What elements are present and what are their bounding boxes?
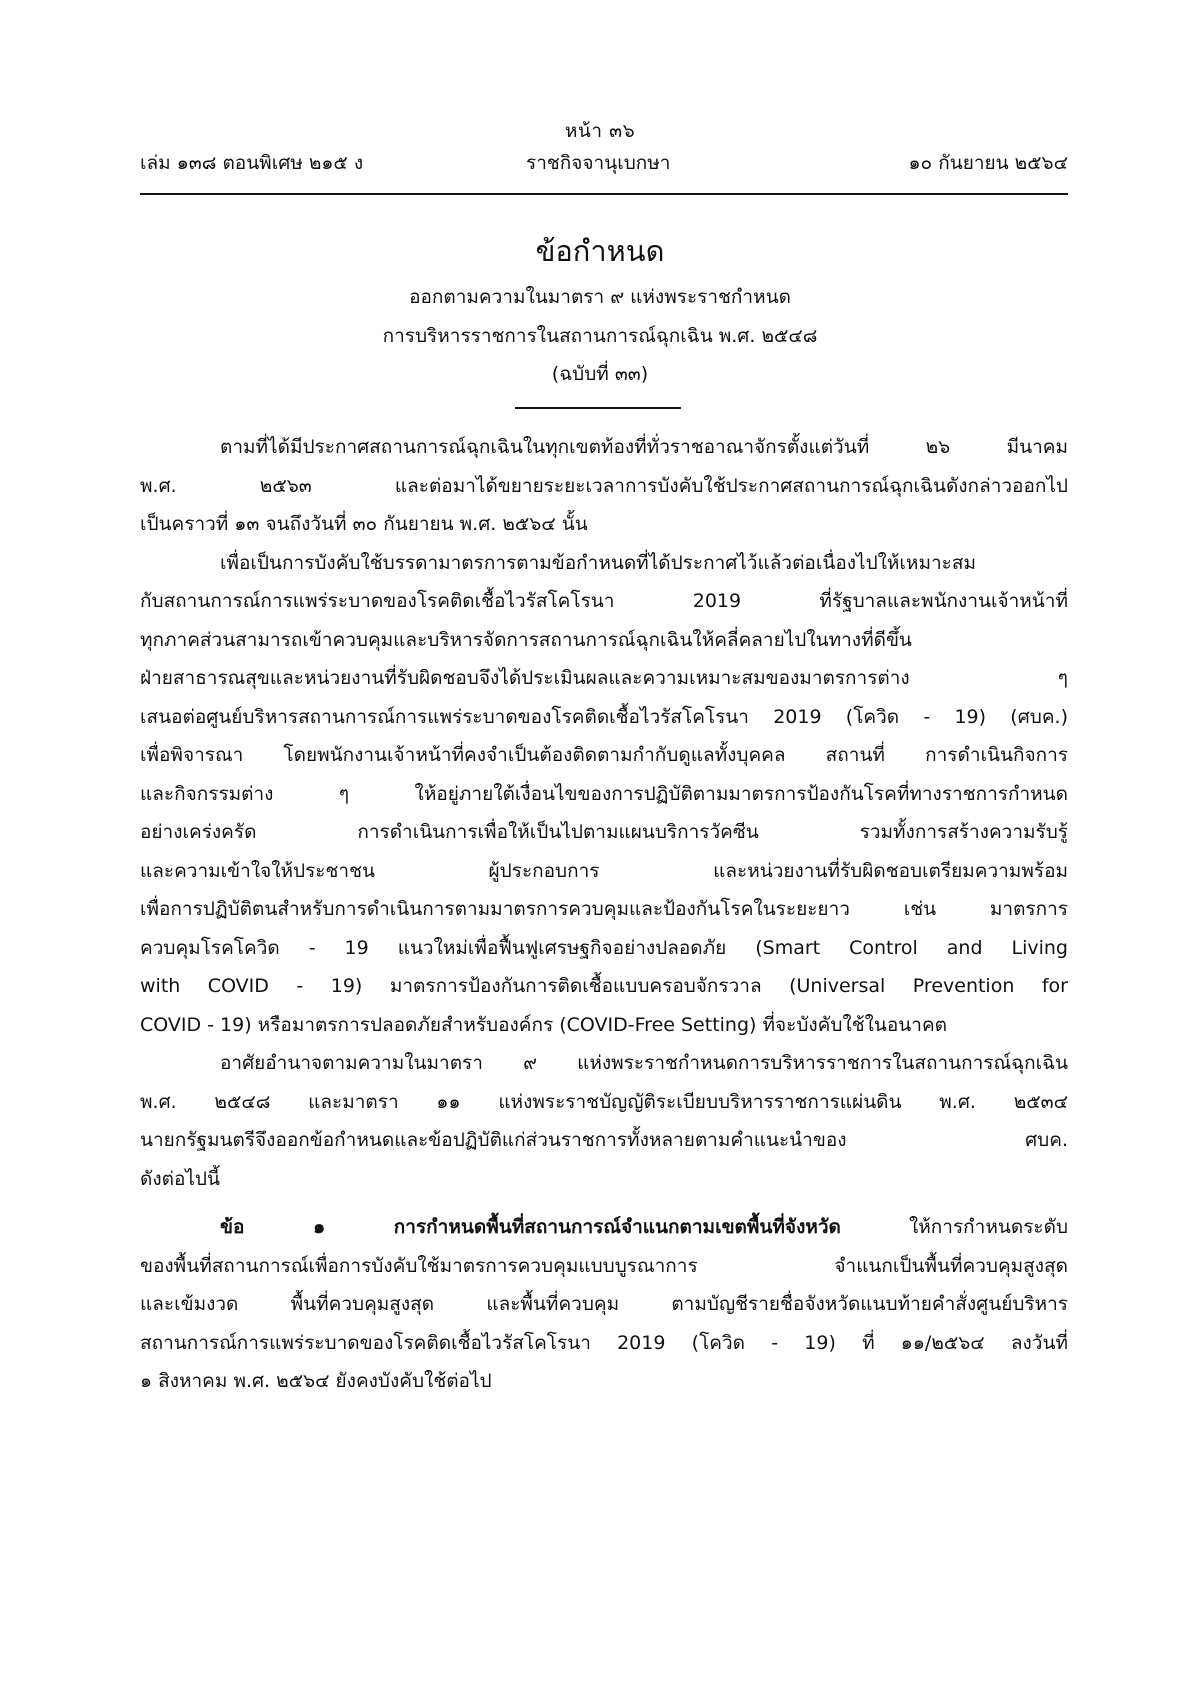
- document-title: ข้อกำหนด: [535, 234, 665, 268]
- text-line: ตามที่ได้มีประกาศสถานการณ์ฉุกเฉินในทุกเขตท้องที่ทั่วราชอาณาจักรตั้งแต่วันที่ ๒๖ มีนาคม: [220, 436, 1068, 458]
- header-divider: [140, 193, 1068, 195]
- text-line: ดังต่อไปนี้: [140, 1167, 220, 1190]
- text-line: ๑ สิงหาคม พ.ศ. ๒๕๖๔ ยังคงบังคับใช้ต่อไป: [140, 1370, 492, 1392]
- gazette-header: [140, 148, 1068, 178]
- text-line: ฝ่ายสาธารณสุขและหน่วยงานที่รับผิดชอบจึงได้ประเมินผลและความเหมาะสมของมาตรการต่าง ๆ: [140, 667, 1068, 689]
- text-line: สถานการณ์การแพร่ระบาดของโรคติดเชื้อไวรัสโคโรนา 2019 (โควิด - 19) ที่ ๑๑/๒๕๖๔ ลงวันที่: [140, 1331, 1068, 1354]
- title-divider: [515, 407, 681, 409]
- text-line: พ.ศ. ๒๕๔๘ และมาตรา ๑๑ แห่งพระราชบัญญัติระเบียบบริหารราชการแผ่นดิน พ.ศ. ๒๕๓๔: [140, 1090, 1068, 1113]
- publication-name: ราชกิจจานุเบกษา: [526, 152, 671, 174]
- text-line: เพื่อเป็นการบังคับใช้บรรดามาตรการตามข้อกำหนดที่ได้ประกาศไว้แล้วต่อเนื่องไปให้เหมาะสม: [220, 551, 976, 574]
- clause-1: [140, 1208, 1068, 1401]
- text-line: เพื่อการปฏิบัติตนสำหรับการดำเนินการตามมาตรการควบคุมและป้องกันโรคในระยะยาว เช่น มาตรการ: [140, 898, 1068, 920]
- paragraph-preamble: [140, 428, 1068, 544]
- page-number: หน้า ๓๖: [564, 120, 636, 142]
- text-line: COVID - 19) หรือมาตรการปลอดภัยสำหรับองค์กร (COVID-Free Setting) ที่จะบังคับใช้ในอนาคต: [140, 1013, 948, 1036]
- publication-date: ๑๐ กันยายน ๒๕๖๔: [908, 152, 1068, 174]
- text-line: และกิจกรรมต่าง ๆ ให้อยู่ภายใต้เงื่อนไขของการปฏิบัติตามมาตรการป้องกันโรคที่ทางราชการกำหนด: [140, 782, 1068, 805]
- text-line: นายกรัฐมนตรีจึงออกข้อกำหนดและข้อปฏิบัติแก่ส่วนราชการทั้งหลายตามคำแนะนำของ ศบค.: [140, 1129, 1068, 1151]
- text-line: เสนอต่อศูนย์บริหารสถานการณ์การแพร่ระบาดของโรคติดเชื้อไวรัสโคโรนา 2019 (โควิด - 19) (ศบค.): [140, 705, 1068, 728]
- spacer: [140, 1198, 1068, 1208]
- text-line: และความเข้าใจให้ประชาชน ผู้ประกอบการ และหน่วยงานที่รับผิดชอบเตรียมความพร้อม: [140, 859, 1068, 882]
- subtitle-line-2: การบริหารราชการในสถานการณ์ฉุกเฉิน พ.ศ. ๒๕๔๘: [382, 325, 818, 347]
- clause-1-lead: ให้การกำหนดระดับ: [909, 1216, 1069, 1238]
- text-line: และเข้มงวด พื้นที่ควบคุมสูงสุด และพื้นที่ควบคุม ตามบัญชีรายชื่อจังหวัดแนบท้ายคำสั่งศูนย์บริหาร: [140, 1293, 1068, 1315]
- text-line: เพื่อพิจารณา โดยพนักงานเจ้าหน้าที่คงจำเป็นต้องติดตามกำกับดูแลทั้งบุคคล สถานที่ การดำเนินกิจการ: [140, 744, 1068, 766]
- subtitle-line-3: (ฉบับที่ ๓๓): [551, 363, 649, 385]
- text-line: ของพื้นที่สถานการณ์เพื่อการบังคับใช้มาตรการควบคุมแบบบูรณาการ จำแนกเป็นพื้นที่ควบคุมสูงสุด: [140, 1254, 1068, 1277]
- clause-1-first-line: [140, 1208, 1068, 1247]
- paragraph-rationale: [140, 544, 1068, 1045]
- clause-1-heading: ข้อ ๑ การกำหนดพื้นที่สถานการณ์จำแนกตามเขตพื้นที่จังหวัด: [220, 1216, 841, 1238]
- text-line: ทุกภาคส่วนสามารถเข้าควบคุมและบริหารจัดการสถานการณ์ฉุกเฉินให้คลี่คลายไปในทางที่ดีขึ้น: [140, 628, 912, 651]
- document-body: [140, 428, 1068, 1401]
- text-line: กับสถานการณ์การแพร่ระบาดของโรคติดเชื้อไวรัสโคโรนา 2019 ที่รัฐบาลและพนักงานเจ้าหน้าที่: [140, 590, 1068, 612]
- text-line: with COVID - 19) มาตรการป้องกันการติดเชื้อแบบครอบจักรวาล (Universal Prevention for: [140, 975, 1068, 997]
- paragraph-authority: [140, 1044, 1068, 1198]
- text-line: เป็นคราวที่ ๑๓ จนถึงวันที่ ๓๐ กันยายน พ.ศ. ๒๕๖๔ นั้น: [140, 513, 588, 535]
- subtitle-line-1: ออกตามความในมาตรา ๙ แห่งพระราชกำหนด: [409, 286, 791, 308]
- text-line: ควบคุมโรคโควิด - 19 แนวใหม่เพื่อฟื้นฟูเศรษฐกิจอย่างปลอดภัย (Smart Control and Living: [140, 936, 1068, 959]
- text-line: อาศัยอำนาจตามความในมาตรา ๙ แห่งพระราชกำหนดการบริหารราชการในสถานการณ์ฉุกเฉิน: [220, 1052, 1068, 1074]
- text-line: พ.ศ. ๒๕๖๓ และต่อมาได้ขยายระยะเวลาการบังคับใช้ประกาศสถานการณ์ฉุกเฉินดังกล่าวออกไป: [140, 474, 1068, 497]
- volume-issue: เล่ม ๑๓๘ ตอนพิเศษ ๒๑๕ ง: [140, 152, 364, 174]
- text-line: อย่างเคร่งครัด การดำเนินการเพื่อให้เป็นไปตามแผนบริการวัคซีน รวมทั้งการสร้างความรับรู้: [140, 821, 1068, 843]
